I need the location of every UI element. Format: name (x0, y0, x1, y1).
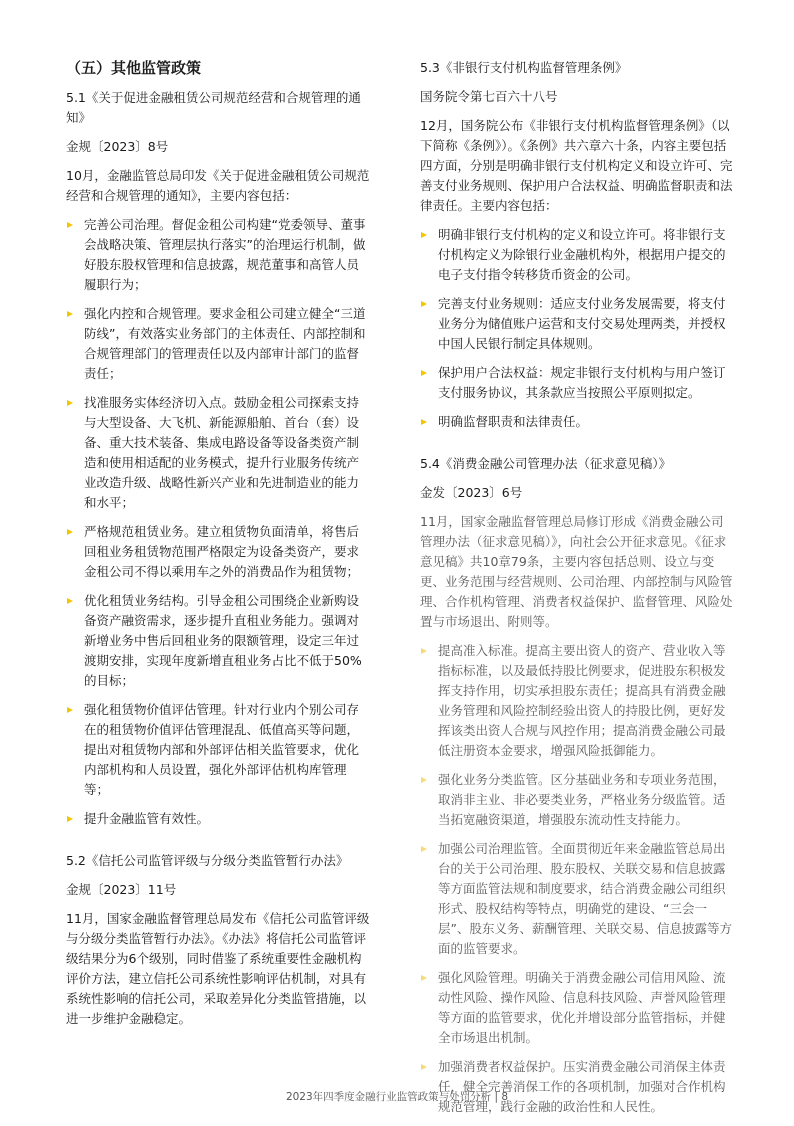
right-column (420, 58, 734, 1126)
list-item (420, 363, 734, 403)
page-footer: 2023年四季度金融行业监管政策与处罚分析 | 8 (285, 1091, 509, 1103)
list-item (420, 839, 734, 959)
list-item-text: 强化内控和合规管理。要求金租公司建立健全“三道防线”，有效落实业务部门的主体责任、内部控制和合规管理部门的管理责任以及内部审计部门的监督责任； (84, 306, 366, 381)
arrow-bullet-icon (67, 816, 73, 822)
subsection-title-5-3: 5.3《非银行支付机构监督管理条例》 (420, 60, 628, 75)
list-item (66, 591, 371, 691)
list-item (66, 522, 371, 582)
bullet-list-5-3 (420, 225, 734, 432)
left-column (66, 58, 371, 1029)
arrow-bullet-icon (421, 1064, 427, 1070)
list-item-text: 明确非银行支付机构的定义和设立许可。将非银行支付机构定义为除银行业金融机构外，根据用户提交的电子支付指令转移货币资金的公司。 (438, 227, 726, 282)
list-item-text: 完善公司治理。督促金租公司构建“党委领导、董事会战略决策、管理层执行落实”的治理运行机制，做好股东股权管理和信息披露，规范董事和高管人员履职行为； (84, 217, 366, 292)
list-item-text: 保护用户合法权益：规定非银行支付机构与用户签订支付服务协议，其条款应当按照公平原则拟定。 (438, 365, 726, 400)
arrow-bullet-icon (67, 222, 73, 228)
list-item-text: 提高准入标准。提高主要出资人的资产、营业收入等指标标准，以及最低持股比例要求，促进股东积极发挥支持作用，切实承担股东责任；提高具有消费金融业务管理和风险控制经验出资人的持股比例，更好发挥该类出资人合规与风控作用；提高消费金融公司最低注册资本金要求，增强风险抵御能力。 (438, 643, 726, 758)
doc-number-5-2: 金规〔2023〕11号 (66, 882, 177, 897)
arrow-bullet-icon (421, 301, 427, 307)
list-item (420, 968, 734, 1048)
list-item-text: 加强公司治理监管。全面贯彻近年来金融监管总局出台的关于公司治理、股东股权、关联交易和信息披露等方面监管法规和制度要求，结合消费金融公司组织形式、股权结构等特点，明确党的建设、“三会一层”、股东义务、薪酬管理、关联交易、信息披露等方面的监管要求。 (438, 841, 732, 956)
arrow-bullet-icon (421, 370, 427, 376)
list-item (420, 1057, 734, 1117)
arrow-bullet-icon (67, 707, 73, 713)
arrow-bullet-icon (421, 419, 427, 425)
intro-paragraph-5-3: 12月，国务院公布《非银行支付机构监督管理条例》（以下简称《条例》）。《条例》共六章六十条，内容主要包括四方面，分别是明确非银行支付机构定义和设立许可、完善支付业务规则、保护用户合法权益、明确监督职责和法律责任。主要内容包括： (420, 118, 733, 213)
list-item-text: 加强消费者权益保护。压实消费金融公司消保主体责任，健全完善消保工作的各项机制，加强对合作机构规范管理，践行金融的政治性和人民性。 (438, 1059, 726, 1114)
list-item-text: 强化租赁物价值评估管理。针对行业内个别公司存在的租赁物价值评估管理混乱、低值高买等问题，提出对租赁物内部和外部评估相关监管要求，优化内部机构和人员设置，强化外部评估机构库管理等； (84, 702, 360, 797)
arrow-bullet-icon (421, 648, 427, 654)
list-item-text: 优化租赁业务结构。引导金租公司围绕企业新购设备资产融资需求，逐步提升直租业务能力。强调对新增业务中售后回租业务的限额管理，设定三年过渡期安排，实现年度新增直租业务占比不低于50%的目标； (84, 593, 362, 688)
list-item (420, 770, 734, 830)
intro-paragraph-5-4: 11月，国家金融监督管理总局修订形成《消费金融公司管理办法（征求意见稿）》，向社会公开征求意见。《征求意见稿》共10章79条，主要内容包括总则、设立与变更、业务范围与经营规则、公司治理、内部控制与风险管理、合作机构管理、消费者权益保护、监督管理、风险处置与市场退出、附则等。 (420, 514, 733, 629)
doc-number-5-1: 金规〔2023〕8号 (66, 139, 169, 154)
list-item (66, 809, 371, 829)
list-item (420, 225, 734, 285)
bullet-list-5-1 (66, 215, 371, 829)
list-item-text: 强化业务分类监管。区分基础业务和专项业务范围，取消非主业、非必要类业务，严格业务分级监管。适当拓宽融资渠道，增强股东流动性支持能力。 (438, 772, 726, 827)
list-item-text: 完善支付业务规则：适应支付业务发展需要，将支付业务分为储值账户运营和支付交易处理两类，并授权中国人民银行制定具体规则。 (438, 296, 726, 351)
list-item (66, 304, 371, 384)
list-item-text: 找准服务实体经济切入点。鼓励金租公司探索支持与大型设备、大飞机、新能源船舶、首台（套）设备、重大技术装备、集成电路设备等设备类资产制造和使用相适配的业务模式，提升行业服务传统产业改造升级、战略性新兴产业和先进制造业的能力和水平； (84, 395, 360, 510)
bullet-list-5-4 (420, 641, 734, 1117)
section-5-4-body (420, 512, 734, 1117)
subsection-title-5-2: 5.2《信托公司监管评级与分级分类监管暂行办法》 (66, 853, 349, 868)
arrow-bullet-icon (421, 232, 427, 238)
list-item (420, 641, 734, 761)
arrow-bullet-icon (421, 846, 427, 852)
list-item (420, 412, 734, 432)
list-item (420, 294, 734, 354)
list-item-text: 严格规范租赁业务。建立租赁物负面清单，将售后回租业务租赁物范围严格限定为设备类资产，要求金租公司不得以乘用车之外的消费品作为租赁物； (84, 524, 360, 579)
arrow-bullet-icon (67, 598, 73, 604)
subsection-title-5-4: 5.4《消费金融公司管理办法（征求意见稿）》 (420, 456, 672, 471)
list-item-text: 明确监督职责和法律责任。 (438, 414, 589, 429)
section-title: （五）其他监管政策 (66, 59, 202, 77)
intro-paragraph-5-1: 10月，金融监管总局印发《关于促进金融租赁公司规范经营和合规管理的通知》，主要内容包括： (66, 168, 370, 203)
list-item (66, 700, 371, 800)
list-item (66, 393, 371, 513)
doc-number-5-4: 金发〔2023〕6号 (420, 485, 523, 500)
list-item-text: 强化风险管理。明确关于消费金融公司信用风险、流动性风险、操作风险、信息科技风险、声誉风险管理等方面的监管要求，优化并增设部分监管指标，并健全市场退出机制。 (438, 970, 726, 1045)
arrow-bullet-icon (421, 975, 427, 981)
arrow-bullet-icon (67, 529, 73, 535)
arrow-bullet-icon (421, 777, 427, 783)
list-item (66, 215, 371, 295)
doc-number-5-3: 国务院令第七百六十八号 (420, 89, 558, 104)
body-paragraph-5-2: 11月，国家金融监督管理总局发布《信托公司监管评级与分级分类监管暂行办法》。《办法》将信托公司监管评级结果分为6个级别，同时借鉴了系统重要性金融机构评价方法，建立信托公司系统性影响评估机制，对具有系统性影响的信托公司，采取差异化分类监管措施，以进一步维护金融稳定。 (66, 911, 370, 1026)
subsection-title-5-1: 5.1《关于促进金融租赁公司规范经营和合规管理的通知》 (66, 90, 361, 125)
list-item-text: 提升金融监管有效性。 (84, 811, 210, 826)
arrow-bullet-icon (67, 400, 73, 406)
arrow-bullet-icon (67, 311, 73, 317)
